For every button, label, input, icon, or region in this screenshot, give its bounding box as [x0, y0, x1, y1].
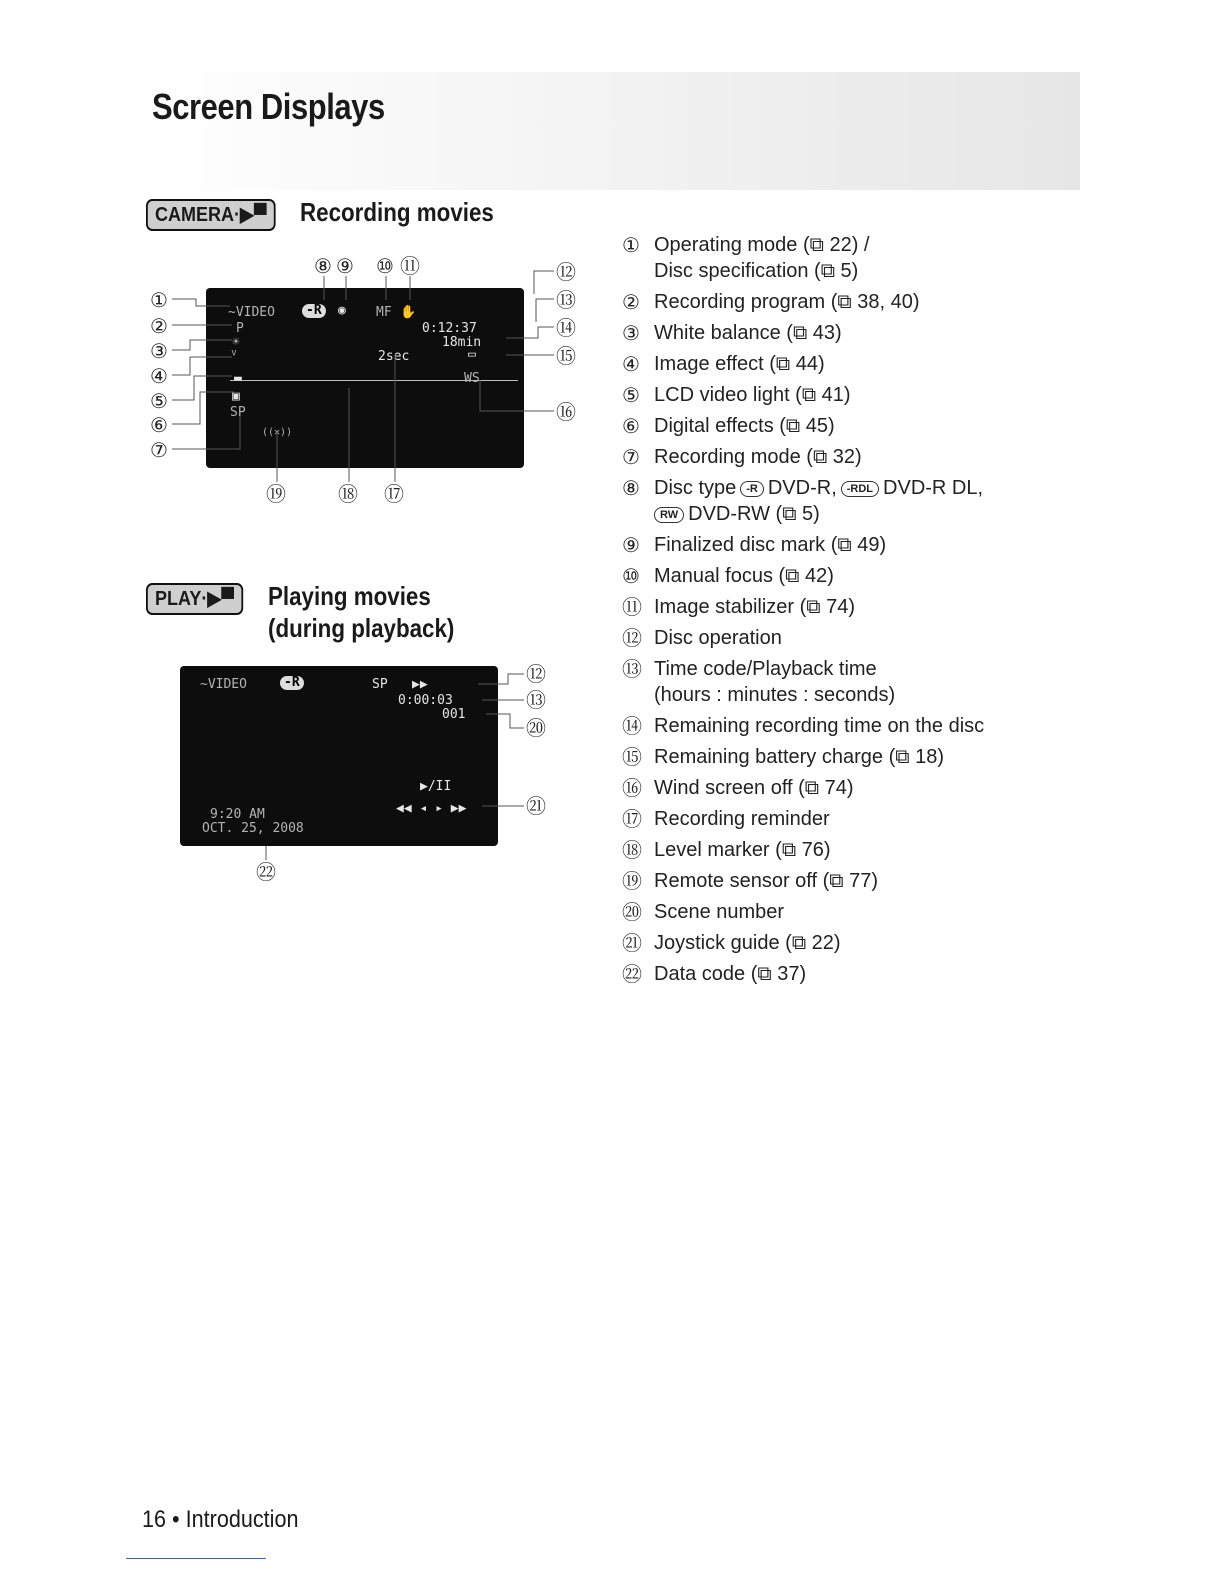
- joystick-guide: ◀◀ ◂ ▸ ▶▶: [396, 801, 467, 816]
- callout-13: ⑬: [556, 288, 576, 312]
- footer-bullet: •: [172, 1506, 180, 1533]
- legend-number: ④: [622, 352, 640, 376]
- legend-text: DVD-R,: [767, 477, 837, 499]
- mode-text: VIDEO: [207, 677, 247, 692]
- legend-item: [622, 837, 1082, 863]
- legend-number: ㉑: [622, 931, 642, 955]
- legend-text: Time code/Playback time: [654, 658, 877, 680]
- legend-item: [622, 475, 1082, 527]
- callout-9: ⑨: [336, 254, 354, 278]
- play-pause-indicator: ▶/II: [420, 779, 452, 794]
- time-code: 0:12:37: [422, 321, 477, 336]
- legend-text: Disc type: [654, 477, 737, 499]
- legend-text: Disc operation: [654, 627, 782, 649]
- scene-number: 001: [442, 707, 466, 722]
- legend-item: [622, 444, 1082, 470]
- page-title: Screen Displays: [152, 86, 385, 127]
- legend-text: Operating mode (⧉ 22) /: [654, 234, 870, 256]
- recording-reminder: 2sec: [378, 349, 410, 364]
- legend-text: Remaining recording time on the disc: [654, 715, 985, 737]
- legend-number: ⑧: [622, 476, 640, 500]
- callout-15: ⑮: [556, 344, 576, 368]
- camera-mode-label: CAMERA·: [155, 204, 240, 226]
- disc-operation-icon: ▶▶: [412, 677, 428, 692]
- legend-number: ⑦: [622, 445, 640, 469]
- legend-number: ③: [622, 321, 640, 345]
- legend-text: Finalized disc mark (⧉ 49): [654, 534, 887, 556]
- image-effect-icon: ⱽ: [230, 349, 238, 364]
- playback-time: 0:00:03: [398, 693, 453, 708]
- legend-item: [622, 594, 1082, 620]
- legend-text: Image stabilizer (⧉ 74): [654, 596, 856, 618]
- recording-mode: SP: [230, 405, 246, 420]
- callout-7: ⑦: [150, 438, 168, 462]
- legend-item: [622, 899, 1082, 925]
- legend-text: Recording program (⧉ 38, 40): [654, 291, 920, 313]
- legend-list: [622, 232, 1082, 992]
- legend-text: DVD-R DL,: [883, 477, 984, 499]
- legend-number: ⑯: [622, 776, 642, 800]
- legend-text: Remaining battery charge (⧉ 18): [654, 746, 944, 768]
- page-number: 16: [142, 1506, 167, 1533]
- legend-text: Wind screen off (⧉ 74): [654, 777, 854, 799]
- finalized-disc-icon: ◉: [338, 303, 346, 318]
- legend-text: Recording mode (⧉ 32): [654, 446, 862, 468]
- mode-text: VIDEO: [235, 305, 275, 320]
- legend-text: Image effect (⧉ 44): [654, 353, 825, 375]
- legend-item: [622, 289, 1082, 315]
- play-mode-badge: [146, 583, 243, 615]
- remote-sensor-off: ((✕)): [262, 427, 293, 438]
- disc-type-badge: [280, 676, 304, 690]
- legend-item: [622, 656, 1082, 708]
- remaining-time: 18min: [442, 335, 482, 350]
- legend-item: [622, 351, 1082, 377]
- legend-number: ⑨: [622, 533, 640, 557]
- battery-icon: ▭: [468, 347, 476, 362]
- legend-text: Scene number: [654, 901, 785, 923]
- image-stabilizer-icon: ✋: [400, 305, 417, 320]
- callout-12: ⑫: [556, 260, 576, 284]
- callout-8: ⑧: [314, 254, 332, 278]
- legend-number: ㉒: [622, 962, 642, 986]
- legend-text: Digital effects (⧉ 45): [654, 415, 835, 437]
- disc-type-badge: [302, 304, 326, 318]
- legend-subtext: Disc specification (⧉ 5): [654, 260, 859, 282]
- legend-item: [622, 232, 1082, 284]
- disc-badge-text: -R: [284, 675, 300, 690]
- legend-item: [622, 744, 1082, 770]
- callout-1: ①: [150, 288, 168, 312]
- callout-17: ⑰: [384, 482, 404, 506]
- disc-badge-text: -R: [306, 303, 322, 318]
- legend-item: [622, 563, 1082, 589]
- page-footer: [142, 1506, 298, 1534]
- callout-10: ⑩: [376, 254, 394, 278]
- recording-screen: [206, 288, 524, 468]
- legend-number: ⑩: [622, 564, 640, 588]
- lcd-light-icon: ▬: [234, 371, 242, 386]
- legend-number: ⑬: [622, 657, 642, 681]
- callout-12-play: ⑫: [526, 662, 546, 686]
- callout-11: ⑪: [400, 254, 420, 278]
- legend-text: White balance (⧉ 43): [654, 322, 842, 344]
- legend-text: Manual focus (⧉ 42): [654, 565, 834, 587]
- legend-number: ⑭: [622, 714, 642, 738]
- callout-13-play: ⑬: [526, 688, 546, 712]
- camera-mode-badge: [146, 199, 276, 231]
- legend-subtext: DVD-RW (⧉ 5): [688, 503, 820, 525]
- film-camera-icon: ▶▀: [207, 588, 234, 610]
- legend-item: [622, 775, 1082, 801]
- footer-rule: [126, 1558, 266, 1559]
- recording-program: P: [236, 321, 244, 336]
- legend-number: ⑤: [622, 383, 640, 407]
- playback-section-title: [268, 580, 454, 644]
- legend-item: [622, 930, 1082, 956]
- footer-section: Introduction: [185, 1506, 299, 1533]
- legend-text: LCD video light (⧉ 41): [654, 384, 851, 406]
- callout-3: ③: [150, 339, 168, 363]
- playback-title-line1: Playing movies: [268, 581, 431, 611]
- disc-rw-icon: RW: [654, 507, 684, 523]
- legend-number: ⑳: [622, 900, 642, 924]
- legend-number: ⑱: [622, 838, 642, 862]
- legend-item: [622, 382, 1082, 408]
- disc-r-icon: -R: [740, 481, 764, 497]
- legend-number: ⑰: [622, 807, 642, 831]
- legend-item: [622, 413, 1082, 439]
- play-mode-label: PLAY·: [155, 588, 208, 610]
- legend-number: ①: [622, 233, 640, 257]
- legend-text: Data code (⧉ 37): [654, 963, 807, 985]
- legend-number: ⑮: [622, 745, 642, 769]
- data-code-time: 9:20 AM: [210, 807, 265, 822]
- film-camera-icon: ▶▀: [239, 204, 267, 226]
- callout-16: ⑯: [556, 400, 576, 424]
- callout-4: ④: [150, 364, 168, 388]
- digital-effects-icon: ▣: [232, 389, 240, 404]
- disc-rdl-icon: -RDL: [841, 481, 879, 497]
- manual-focus-indicator: MF: [376, 305, 392, 320]
- wind-screen-indicator: WS: [464, 371, 480, 386]
- legend-number: ②: [622, 290, 640, 314]
- legend-subtext: (hours : minutes : seconds): [654, 684, 896, 706]
- callout-5: ⑤: [150, 389, 168, 413]
- legend-number: ⑪: [622, 595, 642, 619]
- callout-6: ⑥: [150, 413, 168, 437]
- callout-14: ⑭: [556, 316, 576, 340]
- legend-item: [622, 625, 1082, 651]
- legend-text: Recording reminder: [654, 808, 830, 830]
- legend-text: Level marker (⧉ 76): [654, 839, 831, 861]
- callout-19: ⑲: [266, 482, 286, 506]
- recording-mode: SP: [372, 677, 388, 692]
- legend-number: ⑫: [622, 626, 642, 650]
- callout-20: ⑳: [526, 716, 546, 740]
- callout-2: ②: [150, 314, 168, 338]
- legend-item: [622, 806, 1082, 832]
- operating-mode-indicator: ~VIDEO: [200, 677, 247, 692]
- legend-text: Joystick guide (⧉ 22): [654, 932, 841, 954]
- playback-screen: [180, 666, 498, 846]
- legend-item: [622, 320, 1082, 346]
- callout-21: ㉑: [526, 794, 546, 818]
- operating-mode-indicator: ~VIDEO: [228, 305, 275, 320]
- legend-number: ⑲: [622, 869, 642, 893]
- recording-section-title: [300, 196, 494, 228]
- callout-22: ㉒: [256, 860, 276, 884]
- legend-item: [622, 713, 1082, 739]
- callout-18: ⑱: [338, 482, 358, 506]
- white-balance-icon: ☀: [232, 335, 240, 350]
- data-code-date: OCT. 25, 2008: [202, 821, 304, 836]
- legend-item: [622, 961, 1082, 987]
- legend-item: [622, 532, 1082, 558]
- playback-title-line2: (during playback): [268, 613, 455, 643]
- legend-text: Remote sensor off (⧉ 77): [654, 870, 879, 892]
- recording-title: Recording movies: [300, 197, 494, 227]
- legend-item: [622, 868, 1082, 894]
- legend-number: ⑥: [622, 414, 640, 438]
